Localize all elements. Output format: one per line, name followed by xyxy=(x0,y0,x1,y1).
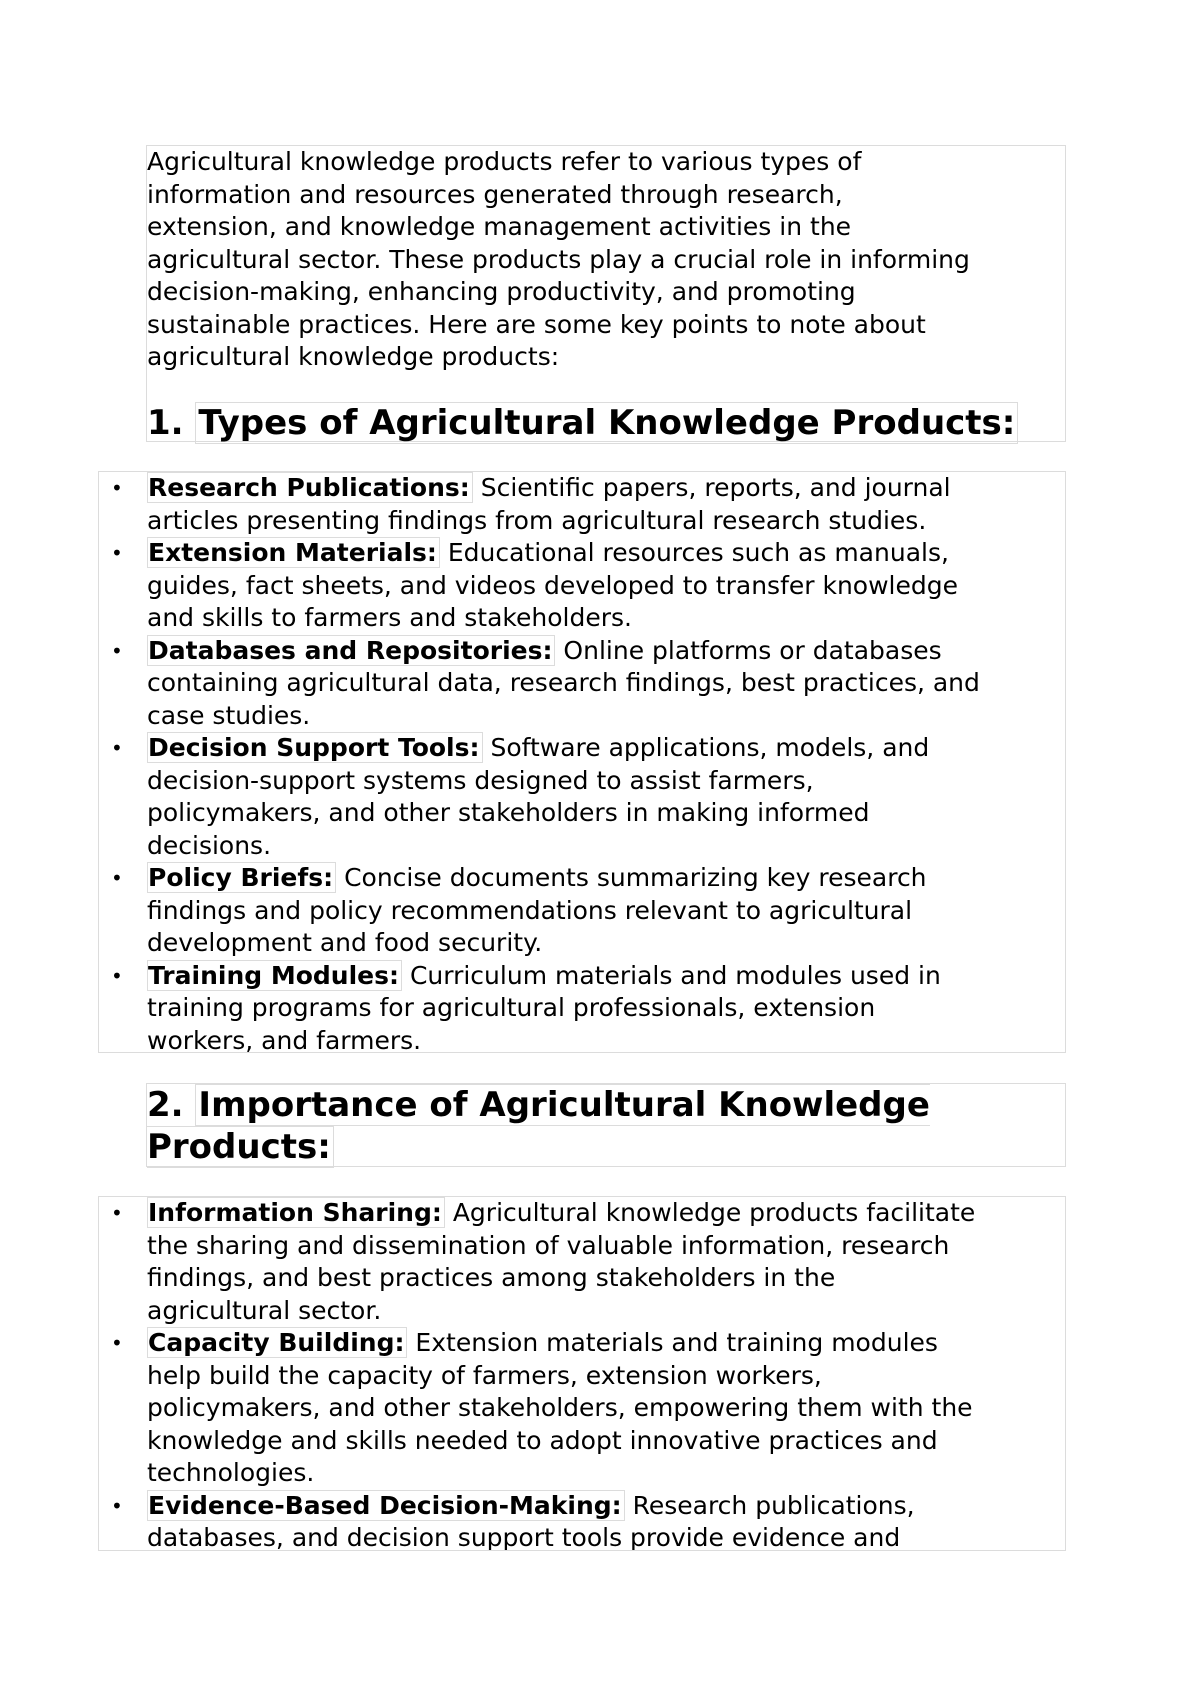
list-item-term: Information Sharing: xyxy=(147,1197,445,1228)
bullet-icon: • xyxy=(111,638,123,663)
list-item-text: Scientific papers, reports, and journal articles presenting findings from agricultural research studies. xyxy=(147,473,951,535)
list-item-term: Databases and Repositories: xyxy=(147,635,555,666)
list-item xyxy=(99,1490,1065,1552)
bullet-icon: • xyxy=(111,1201,123,1225)
intro-paragraph: Agricultural knowledge products refer to various types of information and resources generated through research, extension, and knowledge management activities in the agricultural sector. These products play a crucial role in informing decision-making, enhancing productivity, and promoting sustainable practices. Here are some key points to note about agricultural knowledge products: xyxy=(147,147,970,371)
bullet-icon: • xyxy=(111,1493,123,1518)
list-item xyxy=(99,732,1065,862)
section2-list-block xyxy=(98,1196,1066,1551)
list-item-text: Agricultural knowledge products facilitate the sharing and dissemination of valuable information, research findings, and best practices among stakeholders in the agricultural sector. xyxy=(147,1198,976,1325)
intro-block xyxy=(146,145,1066,442)
section2-list xyxy=(99,1197,1065,1551)
list-item-term: Policy Briefs: xyxy=(147,862,336,893)
list-item-term: Extension Materials: xyxy=(147,537,440,568)
section2-heading xyxy=(147,1084,1047,1168)
bullet-icon: • xyxy=(111,541,123,565)
list-item-text: Educational resources such as manuals, guides, fact sheets, and videos developed to transfer knowledge and skills to farmers and stakeholders. xyxy=(147,538,958,632)
list-item xyxy=(99,537,1065,635)
bullet-icon: • xyxy=(111,866,123,890)
list-item-term: Capacity Building: xyxy=(147,1327,407,1358)
list-item-term: Evidence-Based Decision-Making: xyxy=(147,1490,625,1521)
bullet-icon: • xyxy=(111,476,123,500)
section2-title: Importance of Agricultural Knowledge Products: xyxy=(147,1085,930,1167)
list-item xyxy=(99,472,1065,537)
section1-list xyxy=(99,472,1065,1057)
bullet-icon: • xyxy=(111,963,123,988)
list-item-term: Decision Support Tools: xyxy=(147,732,483,763)
list-item-text: Concise documents summarizing key research findings and policy recommendations relevant to agricultural development and food security. xyxy=(147,863,927,957)
list-item xyxy=(99,1327,1065,1490)
section1-number: 1. xyxy=(147,403,184,443)
list-item xyxy=(99,635,1065,733)
section1-list-block xyxy=(98,471,1066,1053)
list-item-text: Software applications, models, and decision-support systems designed to assist farmers, policymakers, and other stakeholders in making informed decisions. xyxy=(147,733,930,860)
section2-number: 2. xyxy=(147,1085,184,1125)
list-item-term: Training Modules: xyxy=(147,960,402,991)
section1-title: Types of Agricultural Knowledge Products: xyxy=(195,402,1018,444)
list-item-term: Research Publications: xyxy=(147,472,473,503)
section1-heading xyxy=(147,402,1018,444)
list-item-text: Extension materials and training modules help build the capacity of farmers, extension workers, policymakers, and other stakeholders, empowering them with the knowledge and skills needed to adopt innovative practices and technologies. xyxy=(147,1328,973,1487)
list-item-text: Online platforms or databases containing agricultural data, research findings, best practices, and case studies. xyxy=(147,635,980,730)
list-item-text: Research publications, databases, and decision support tools provide evidence and xyxy=(147,1490,915,1551)
list-item-text: Curriculum materials and modules used in training programs for agricultural professionals, extension workers, and farmers. xyxy=(147,960,941,1055)
bullet-icon: • xyxy=(111,1331,123,1355)
list-item xyxy=(99,862,1065,960)
list-item xyxy=(99,1197,1065,1327)
list-item xyxy=(99,960,1065,1058)
bullet-icon: • xyxy=(111,736,123,760)
section2-heading-block xyxy=(146,1083,1066,1167)
